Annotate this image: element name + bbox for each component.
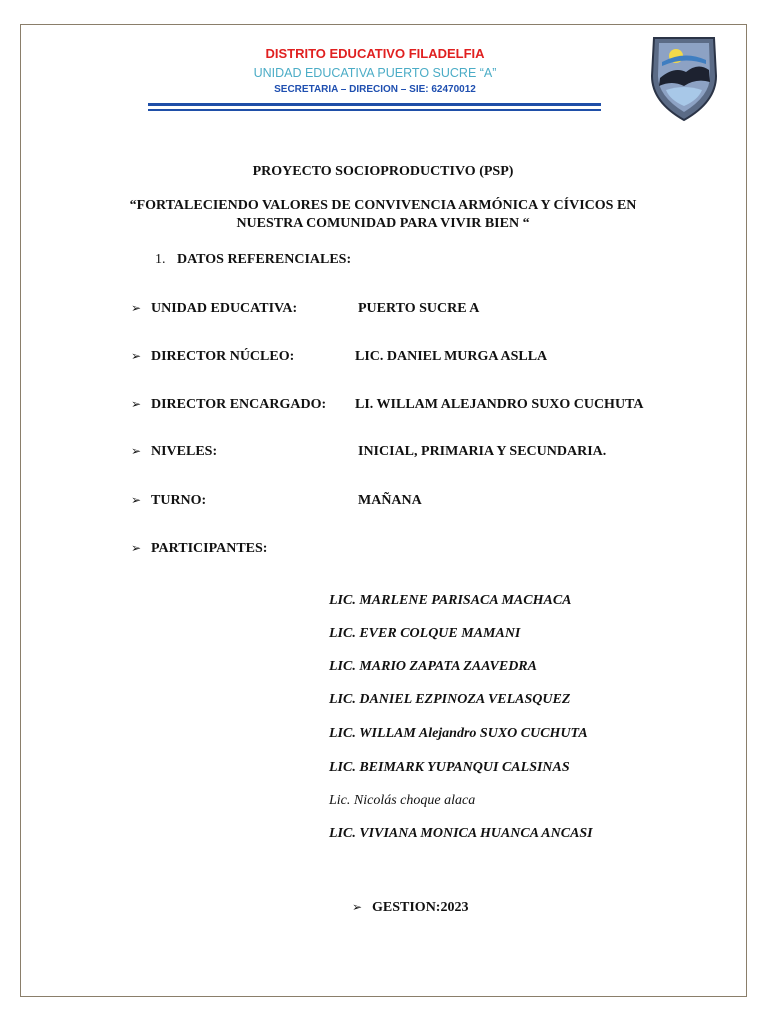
section-label: DATOS REFERENCIALES: xyxy=(177,252,352,267)
section-heading xyxy=(155,252,351,268)
field-unidad-educativa xyxy=(131,301,297,317)
participant-name: LIC. BEIMARK YUPANQUI CALSINAS xyxy=(329,760,570,775)
field-label: UNIDAD EDUCATIVA: xyxy=(151,301,298,316)
field-director-nucleo xyxy=(131,349,294,365)
field-label: PARTICIPANTES: xyxy=(151,541,268,556)
participant-name: LIC. VIVIANA MONICA HUANCA ANCASI xyxy=(329,826,593,841)
header-rule-thick xyxy=(148,103,601,106)
participant-name: LIC. DANIEL EZPINOZA VELASQUEZ xyxy=(329,692,571,707)
field-value: PUERTO SUCRE A xyxy=(358,301,480,316)
gestion-line xyxy=(352,900,468,916)
field-participantes xyxy=(131,541,267,557)
project-quote-line1: “FORTALECIENDO VALORES DE CONVIVENCIA ARMÓNICA Y CÍVICOS EN xyxy=(129,198,637,213)
field-label: DIRECTOR ENCARGADO: xyxy=(151,397,327,412)
bullet-arrow-icon: ➢ xyxy=(352,900,363,914)
field-label: DIRECTOR NÚCLEO: xyxy=(151,349,295,364)
project-quote-line2: NUESTRA COMUNIDAD PARA VIVIR BIEN “ xyxy=(236,216,530,231)
district-title: DISTRITO EDUCATIVO FILADELFIA xyxy=(265,46,485,61)
bullet-arrow-icon: ➢ xyxy=(131,541,142,555)
header-rule-thin xyxy=(148,109,601,111)
field-value: LI. WILLAM ALEJANDRO SUXO CUCHUTA xyxy=(355,397,644,412)
project-title: PROYECTO SOCIOPRODUCTIVO (PSP) xyxy=(252,164,514,179)
bullet-arrow-icon: ➢ xyxy=(131,349,142,363)
field-value: LIC. DANIEL MURGA ASLLA xyxy=(355,349,548,364)
participant-name: LIC. MARIO ZAPATA ZAAVEDRA xyxy=(329,659,537,674)
school-title: UNIDAD EDUCATIVA PUERTO SUCRE “A” xyxy=(253,66,497,80)
bullet-arrow-icon: ➢ xyxy=(131,397,142,411)
school-crest-icon xyxy=(646,32,722,124)
bullet-arrow-icon: ➢ xyxy=(131,444,142,458)
section-number: 1. xyxy=(155,252,166,267)
participant-name: LIC. EVER COLQUE MAMANI xyxy=(329,626,521,641)
participant-name: LIC. WILLAM Alejandro SUXO CUCHUTA xyxy=(329,726,588,741)
secretary-line: SECRETARIA – DIRECION – SIE: 62470012 xyxy=(274,84,476,95)
field-niveles xyxy=(131,444,217,460)
field-value: MAÑANA xyxy=(358,493,422,508)
bullet-arrow-icon: ➢ xyxy=(131,493,142,507)
field-label: TURNO: xyxy=(151,493,207,508)
bullet-arrow-icon: ➢ xyxy=(131,301,142,315)
field-label: NIVELES: xyxy=(151,444,218,459)
project-quote xyxy=(100,197,666,233)
field-director-encargado xyxy=(131,397,326,413)
participant-name: LIC. MARLENE PARISACA MACHACA xyxy=(329,593,572,608)
field-value: INICIAL, PRIMARIA Y SECUNDARIA. xyxy=(358,444,607,459)
gestion-text: GESTION:2023 xyxy=(372,900,469,915)
field-turno xyxy=(131,493,206,509)
participant-name: Lic. Nicolás choque alaca xyxy=(329,793,476,808)
